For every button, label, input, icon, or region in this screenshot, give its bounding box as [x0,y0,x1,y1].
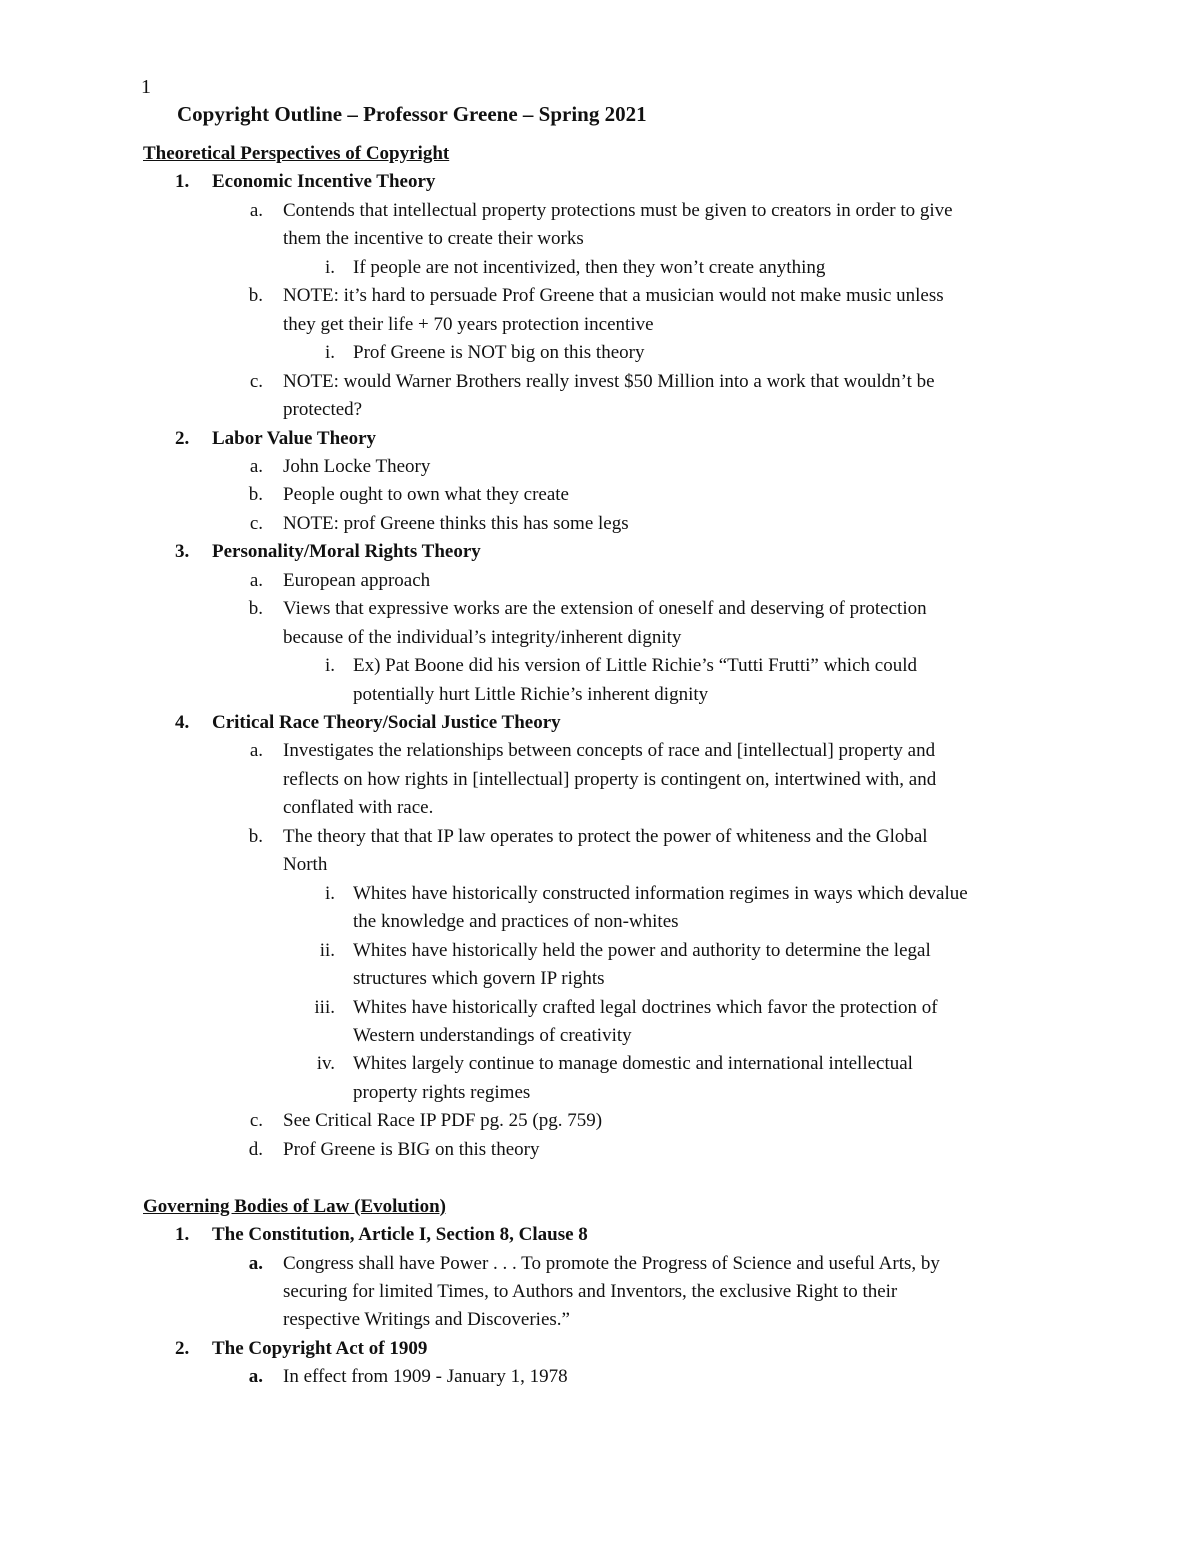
outline-roman: iv. [316,1053,335,1075]
outline-letter: a. [248,1366,263,1388]
document-title: Copyright Outline – Professor Greene – Spring 2021 [177,102,647,126]
section-heading: Theoretical Perspectives of Copyright [143,143,450,164]
outline-subsubitem-text: structures which govern IP rights [353,968,605,990]
outline-subsubitem-text: Prof Greene is NOT big on this theory [353,342,645,364]
outline-number: 3. [175,541,190,563]
outline-item-label: Personality/Moral Rights Theory [212,541,481,563]
outline-roman: ii. [319,939,335,961]
outline-subsubitem-text: Whites largely continue to manage domestic and international intellectual [353,1053,913,1075]
page-number: 1 [141,76,151,98]
outline-letter: c. [249,370,263,392]
outline-subitem-text: Prof Greene is BIG on this theory [283,1138,540,1160]
outline-subitem-text: Contends that intellectual property protections must be given to creators in order to give [283,199,953,221]
outline-letter: c. [249,1110,263,1132]
outline-subitem-text: NOTE: prof Greene thinks this has some legs [283,512,629,534]
outline-letter: b. [248,825,263,847]
outline-subitem-text: The theory that that IP law operates to protect the power of whiteness and the Global [283,825,928,847]
outline-item-label: Labor Value Theory [212,427,377,449]
outline-subsubitem-text: property rights regimes [353,1081,531,1103]
outline-letter: a. [249,740,263,762]
outline-item-label: The Copyright Act of 1909 [212,1337,428,1359]
outline-subsubitem-text: Whites have historically held the power and authority to determine the legal [353,939,931,961]
outline-roman: iii. [314,996,335,1018]
outline-subitem-text: securing for limited Times, to Authors and Inventors, the exclusive Right to their [283,1281,898,1302]
outline-letter: c. [249,512,263,534]
outline-letter: b. [248,484,263,506]
outline-letter: d. [248,1138,263,1160]
outline-subitem-text: In effect from 1909 - January 1, 1978 [283,1366,568,1388]
outline-number: 1. [175,1224,190,1246]
outline-subsubitem-text: If people are not incentivized, then they won’t create anything [353,256,826,278]
outline-subitem-text: they get their life + 70 years protection incentive [283,313,654,335]
outline-letter: a. [248,1252,263,1274]
outline-item-label: Economic Incentive Theory [212,171,436,193]
outline-subitem-text: European approach [283,569,431,591]
outline-subitem-text: because of the individual’s integrity/inherent dignity [283,626,682,648]
outline-subitem-text: NOTE: it’s hard to persuade Prof Greene that a musician would not make music unless [283,285,944,307]
outline-letter: b. [248,285,263,307]
outline-roman: i. [324,256,335,278]
outline-letter: b. [248,598,263,620]
outline-letter: a. [249,455,263,477]
outline-number: 2. [175,1337,190,1359]
outline-item-label: Critical Race Theory/Social Justice Theory [212,712,561,733]
section-heading: Governing Bodies of Law (Evolution) [143,1195,446,1217]
outline-subitem-text: North [283,854,328,876]
outline-subitem-text: respective Writings and Discoveries.” [283,1309,570,1331]
outline-item-label: The Constitution, Article I, Section 8, Clause 8 [212,1224,588,1246]
outline-letter: a. [249,199,263,221]
outline-subitem-text: Congress shall have Power . . . To promote the Progress of Science and useful Arts, by [283,1252,940,1274]
outline-subsubitem-text: Ex) Pat Boone did his version of Little Richie’s “Tutti Frutti” which could [353,655,917,677]
outline-number: 4. [175,712,190,733]
outline-subitem-text: reflects on how rights in [intellectual] property is contingent on, intertwined with, and [283,768,937,790]
outline-subitem-text: NOTE: would Warner Brothers really invest $50 Million into a work that wouldn’t be [283,370,935,392]
outline-roman: i. [324,655,335,677]
outline-subsubitem-text: the knowledge and practices of non-whites [353,911,679,933]
outline-number: 2. [175,427,190,449]
outline-roman: i. [324,882,335,904]
outline-number: 1. [175,171,190,193]
outline-subitem-text: See Critical Race IP PDF pg. 25 (pg. 759) [283,1110,603,1132]
outline-roman: i. [324,342,335,364]
outline-subsubitem-text: Western understandings of creativity [353,1024,632,1046]
outline-subitem-text: Views that expressive works are the extension of oneself and deserving of protection [283,598,927,620]
outline-subitem-text: protected? [283,399,363,421]
outline-subitem-text: John Locke Theory [283,455,431,477]
outline-subitem-text: conflated with race. [283,797,434,819]
outline-subitem-text: People ought to own what they create [283,484,569,506]
outline-subsubitem-text: potentially hurt Little Richie’s inherent dignity [353,683,709,705]
outline-letter: a. [249,569,263,591]
outline-subitem-text: them the incentive to create their works [283,228,584,250]
outline-subsubitem-text: Whites have historically constructed information regimes in ways which devalue [353,882,968,904]
outline-subsubitem-text: Whites have historically crafted legal doctrines which favor the protection of [353,996,938,1018]
outline-subitem-text: Investigates the relationships between concepts of race and [intellectual] property and [283,740,936,762]
